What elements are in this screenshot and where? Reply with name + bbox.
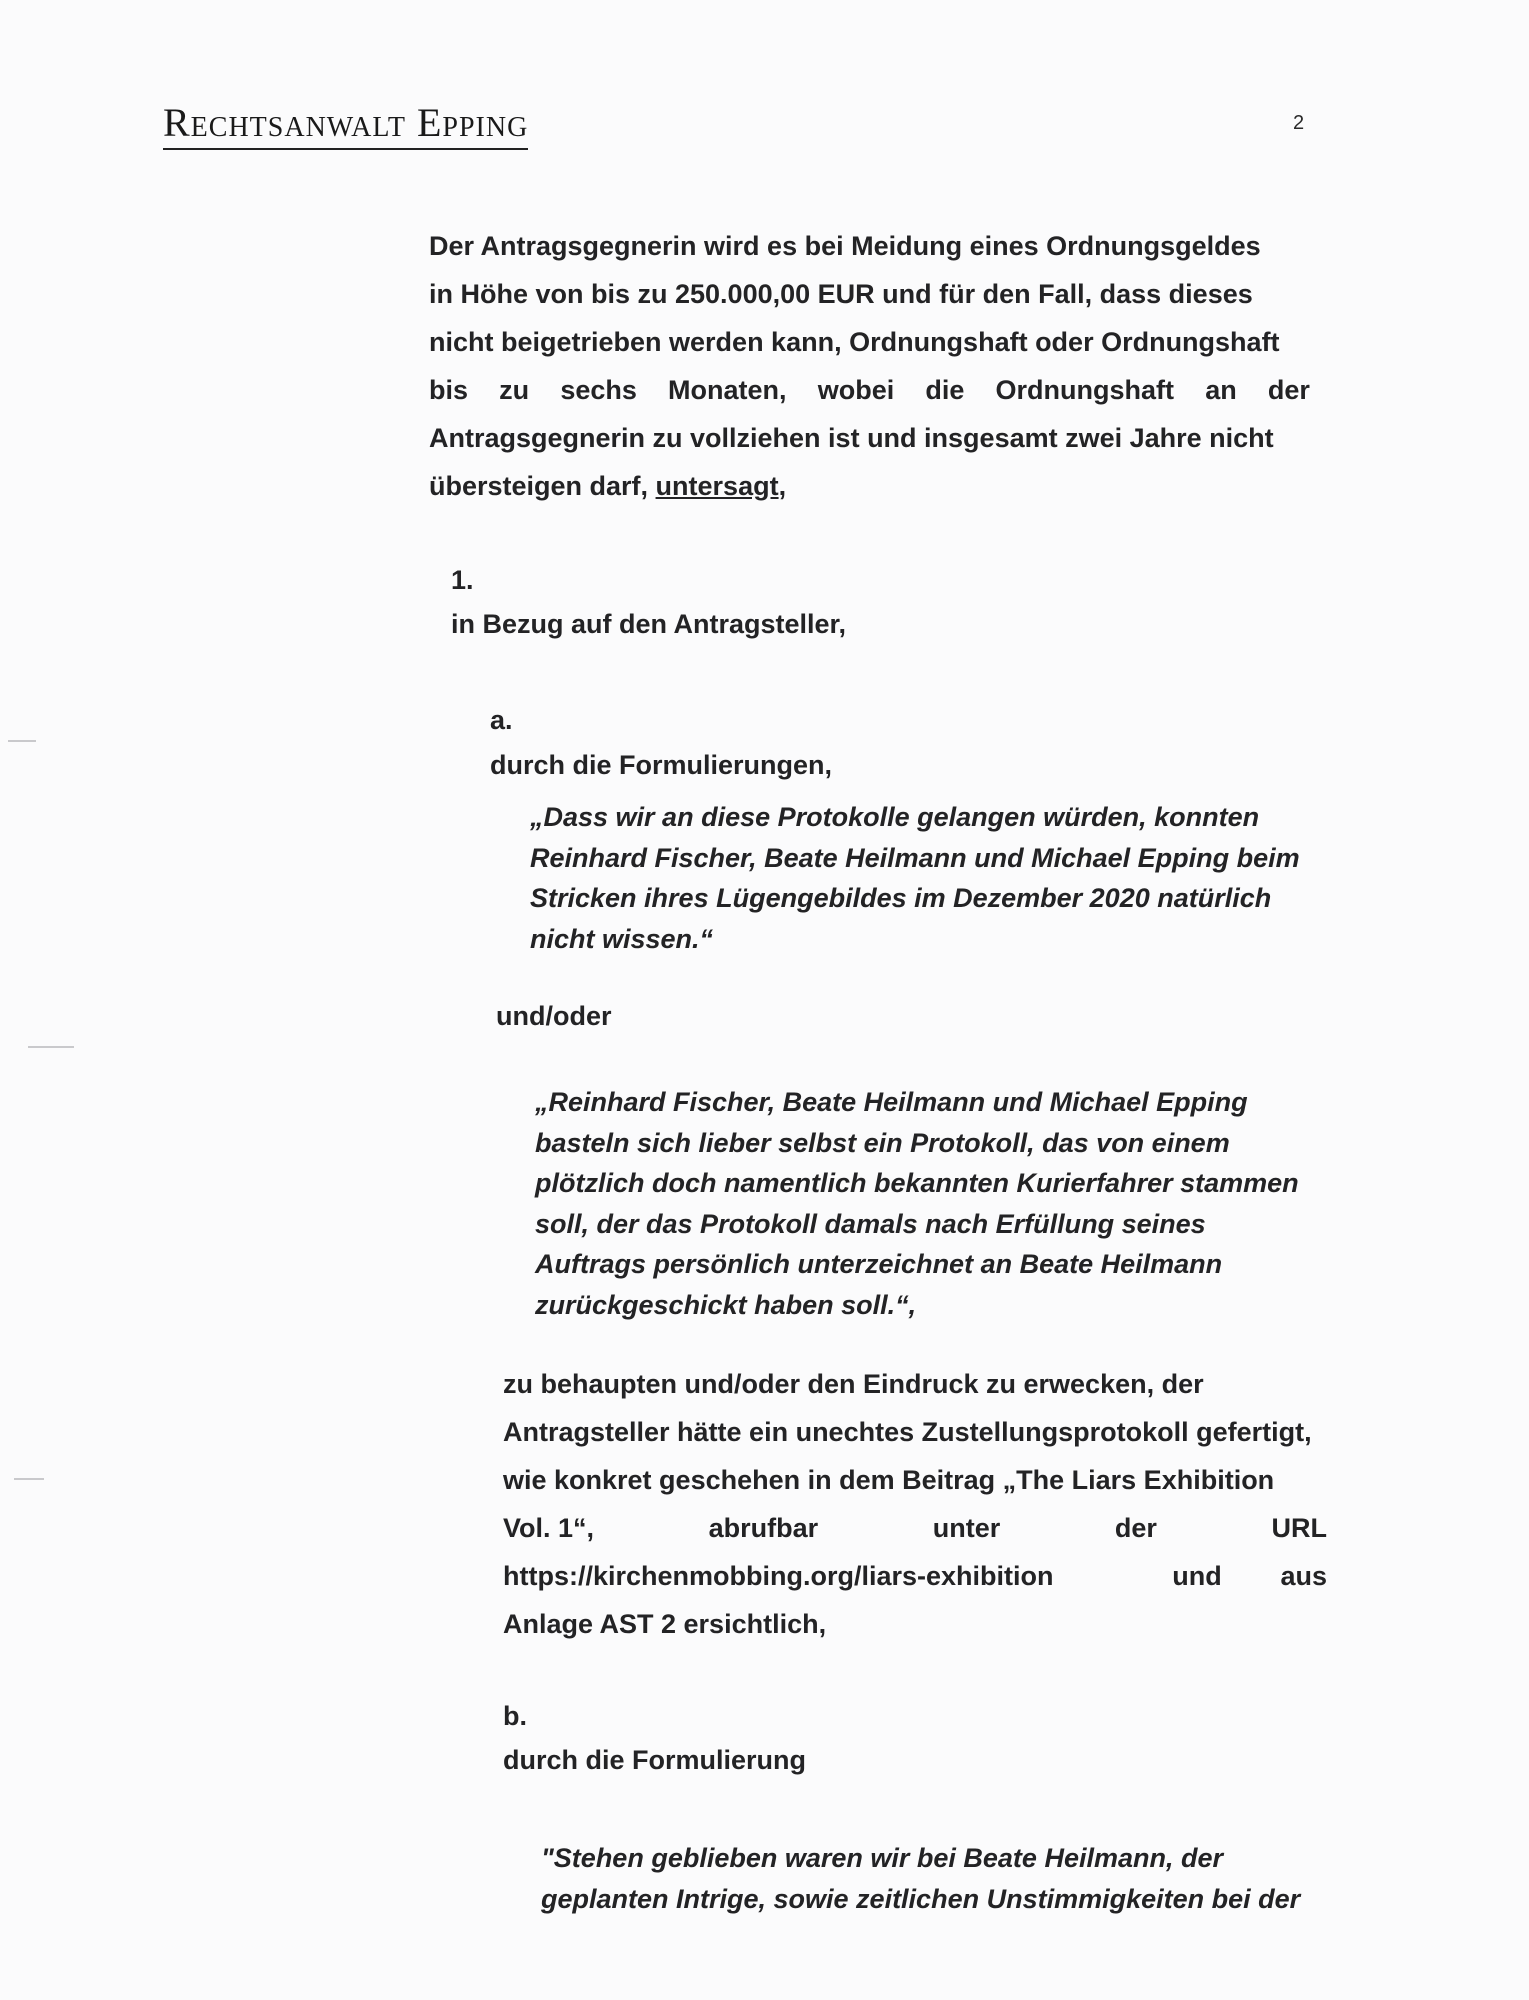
claim-line: wie konkret geschehen in dem Beitrag „The Liars Exhibition [503, 1465, 1275, 1495]
word: aus [1280, 1561, 1327, 1591]
word: URL [1271, 1513, 1327, 1543]
scan-mark [28, 1046, 74, 1048]
word: wobei [817, 375, 895, 405]
scan-mark [14, 1478, 44, 1480]
quote-line: soll, der das Protokoll damals nach Erfüllung seines [535, 1208, 1206, 1239]
quote-b [541, 1838, 1331, 1919]
quote-1 [530, 797, 1320, 959]
claim-paragraph [503, 1360, 1327, 1648]
word: bis [429, 375, 469, 405]
word: sechs [560, 375, 637, 405]
item-1-number: 1. [451, 565, 474, 595]
word: an [1205, 375, 1237, 405]
intro-punct: , [778, 471, 787, 501]
word: Ordnungshaft [995, 375, 1175, 405]
quote-line: Auftrags persönlich unterzeichnet an Beate Heilmann [535, 1249, 1223, 1279]
quote-line: "Stehen geblieben waren wir bei Beate Heilmann, der [541, 1843, 1223, 1873]
word: die [925, 375, 965, 405]
claim-line: Anlage AST 2 ersichtlich, [503, 1609, 827, 1639]
quote-line: basteln sich lieber selbst ein Protokoll, das von einem [535, 1127, 1230, 1158]
intro-line [429, 366, 1310, 414]
quote-line: Reinhard Fischer, Beate Heilmann und Michael Epping beim [530, 842, 1300, 873]
item-a-letter: a. [490, 705, 513, 735]
intro-text: übersteigen darf, [429, 471, 656, 501]
word: Monaten, [668, 375, 787, 405]
scan-mark [8, 740, 36, 742]
intro-line [429, 462, 1309, 510]
untersagt-underlined: untersagt [655, 471, 779, 501]
word: und [1172, 1561, 1222, 1591]
intro-paragraph [429, 222, 1309, 510]
word: der [1267, 375, 1310, 405]
intro-line: Der Antragsgegnerin wird es bei Meidung eines Ordnungsgeldes [429, 231, 1261, 261]
connector-und-oder: und/oder [496, 1001, 612, 1031]
claim-line: zu behaupten und/oder den Eindruck zu erwecken, der [503, 1369, 1204, 1399]
quote-line: Stricken ihres Lügengebildes im Dezember 2020 natürlich [530, 883, 1272, 913]
item-a-text: durch die Formulierungen, [490, 750, 833, 780]
url-text: https://kirchenmobbing.org/liars-exhibition [503, 1561, 1054, 1591]
claim-line [503, 1552, 1327, 1600]
item-b-letter: b. [503, 1701, 527, 1731]
claim-line: Antragsteller hätte ein unechtes Zustellungsprotokoll gefertigt, [503, 1417, 1312, 1447]
letterhead-firm-name: Rechtsanwalt Epping [163, 100, 528, 150]
quote-2 [535, 1082, 1325, 1325]
word: zu [499, 375, 530, 405]
quote-line: nicht wissen.“ [530, 923, 714, 954]
word: Vol. 1“, [503, 1513, 595, 1543]
word: unter [932, 1513, 1001, 1543]
quote-line: „Reinhard Fischer, Beate Heilmann und Michael Epping [535, 1087, 1248, 1117]
quote-line: zurückgeschickt haben soll.“, [535, 1289, 917, 1320]
quote-line: geplanten Intrige, sowie zeitlichen Unstimmigkeiten bei der [541, 1883, 1301, 1914]
quote-line: plötzlich doch namentlich bekannten Kurierfahrer stammen [535, 1168, 1299, 1198]
claim-line [503, 1504, 1327, 1552]
intro-line: Antragsgegnerin zu vollziehen ist und insgesamt zwei Jahre nicht [429, 423, 1274, 453]
word: der [1114, 1513, 1157, 1543]
item-b-text: durch die Formulierung [503, 1745, 807, 1775]
quote-line [530, 797, 1320, 838]
intro-line: nicht beigetrieben werden kann, Ordnungshaft oder Ordnungshaft [429, 327, 1280, 357]
quote-line-text: „Dass wir an diese Protokolle gelangen würden, konnten [530, 802, 1260, 832]
item-1-text: in Bezug auf den Antragsteller, [451, 609, 847, 639]
intro-line: in Höhe von bis zu 250.000,00 EUR und für den Fall, dass dieses [429, 279, 1253, 309]
word: abrufbar [708, 1513, 819, 1543]
page-number: 2 [1293, 112, 1305, 134]
